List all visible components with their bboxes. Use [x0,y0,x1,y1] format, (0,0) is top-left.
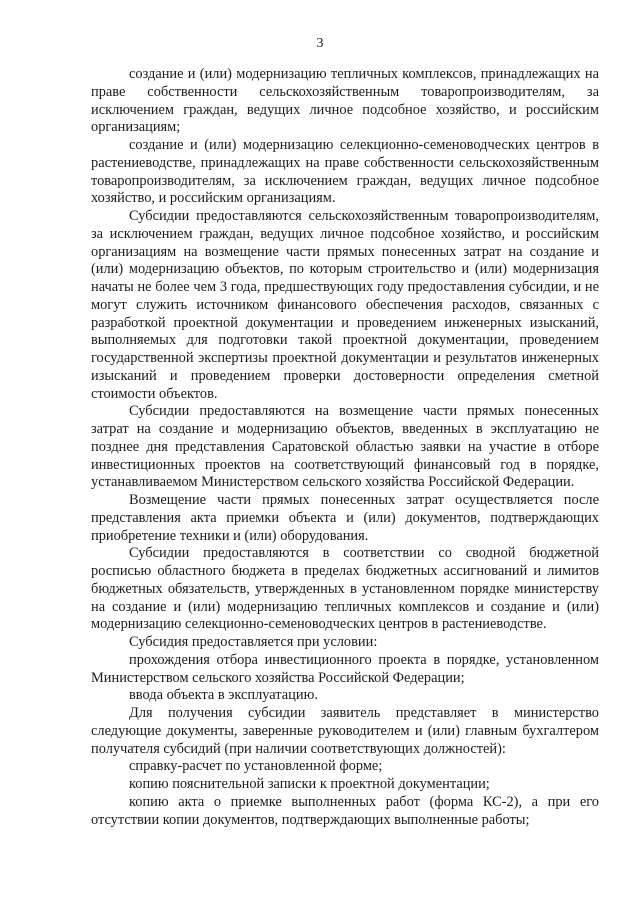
page-number: 3 [316,36,324,51]
paragraph: создание и (или) модернизацию селекционно-семеноводческих центров в растениеводстве, принадлежащих на праве собственности сельскохозяйственным товаропроизводителям, за исключением граждан, ведущих личное подсобное хозяйство, и российским организациям. [91,137,599,207]
paragraph: Субсидии предоставляются на возмещение части прямых понесенных затрат на создание и модернизацию объектов, введенных в эксплуатацию не позднее дня представления Саратовской областью заявки на участие в отборе инвестиционных проектов на соответствующий финансовый год в порядке, устанавливаемом Министерством сельского хозяйства Российской Федерации. [91,403,599,491]
paragraph: справку-расчет по установленной форме; [129,758,383,775]
paragraph: ввода объекта в эксплуатацию. [129,687,318,704]
paragraph: Субсидии предоставляются в соответствии со сводной бюджетной росписью областного бюджета в пределах бюджетных ассигнований и лимитов бюджетных обязательств, утвержденных в установленном порядке министерству на создание и (или) модернизацию тепличных комплексов и создание и (или) модернизацию селекционно-семеноводческих центров в растениеводстве. [91,545,599,633]
paragraph: создание и (или) модернизацию тепличных комплексов, принадлежащих на праве собственности сельскохозяйственным товаропроизводителям, за исключением граждан, ведущих личное подсобное хозяйство, и российским организациям; [91,66,599,136]
paragraph: копию акта о приемке выполненных работ (форма КС-2), а при его отсутствии копии документов, подтверждающих выполненные работы; [91,793,599,828]
paragraph: прохождения отбора инвестиционного проекта в порядке, установленном Министерством сельского хозяйства Российской Федерации; [91,651,599,686]
paragraph: Субсидия предоставляется при условии: [129,634,378,650]
paragraph: копию пояснительной записки к проектной документации; [129,776,490,792]
paragraph: Субсидии предоставляются сельскохозяйственным товаропроизводителям, за исключением граждан, ведущих личное подсобное хозяйство, и российским организациям на возмещение части прямых понесенных затрат на создание и (или) модернизацию объектов, по которым строительство и (или) модернизация начаты не более чем 3 года, предшествующих году предоставления субсидии, и не могут служить источником финансового обеспечения расходов, связанных с разработкой проектной документации и проведением инженерных изысканий, выполняемых для подготовки такой проектной документации, проведением государственной экспертизы проектной документации и результатов инженерных изысканий и проведением проверки достоверности определения сметной стоимости объектов. [91,208,599,402]
paragraph: Возмещение части прямых понесенных затрат осуществляется после представления акта приемки объекта и (или) документов, подтверждающих приобретение техники и (или) оборудования. [91,492,599,544]
paragraph: Для получения субсидии заявитель представляет в министерство следующие документы, заверенные руководителем и (или) главным бухгалтером получателя субсидий (при наличии соответствующих должностей): [91,705,599,757]
document-body [91,66,599,829]
